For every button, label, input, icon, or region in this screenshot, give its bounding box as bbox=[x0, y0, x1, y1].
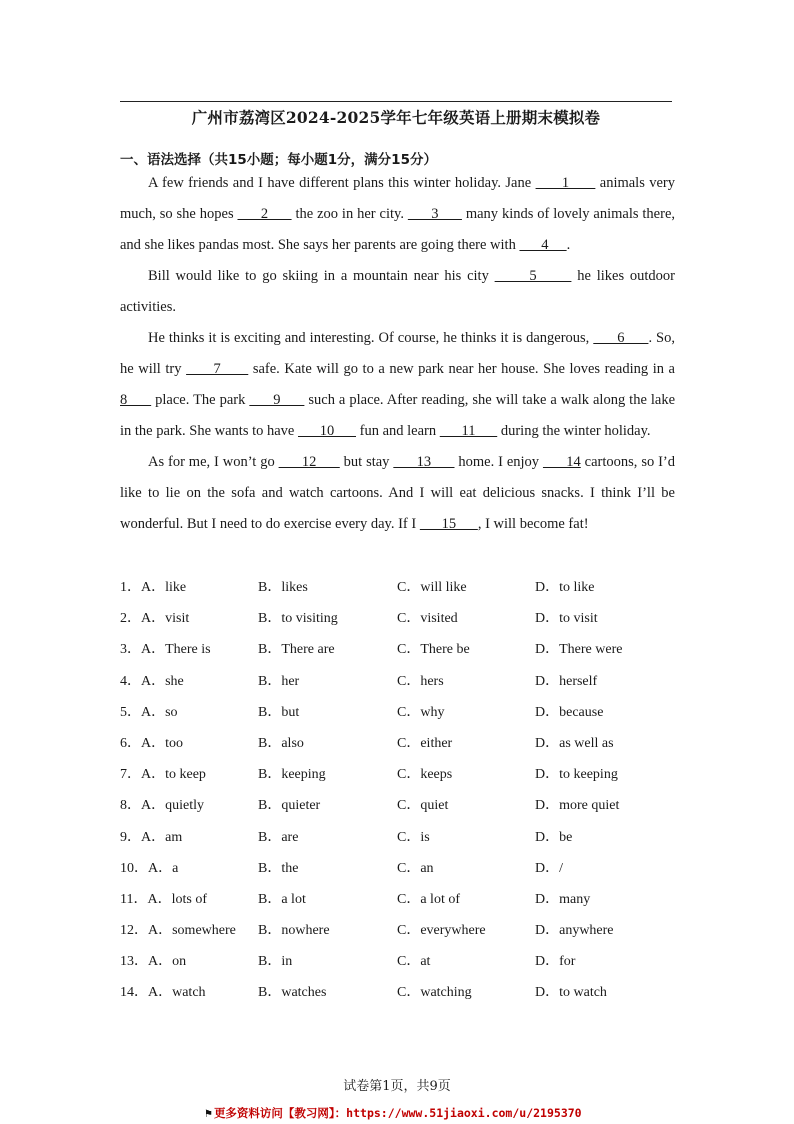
option-c: C．either bbox=[397, 735, 453, 751]
option-row bbox=[120, 822, 680, 853]
option-d: D．as well as bbox=[535, 735, 614, 751]
option-a: 14．A．watch bbox=[120, 985, 206, 1001]
option-b: B．also bbox=[258, 735, 304, 751]
answer-options bbox=[120, 572, 680, 1009]
blank-13: 13 bbox=[393, 454, 455, 470]
option-row bbox=[120, 977, 680, 1008]
option-b: B．quieter bbox=[258, 798, 321, 814]
blank-4: 4 bbox=[519, 237, 567, 253]
option-row bbox=[120, 946, 680, 977]
blank-8: 8 bbox=[120, 392, 152, 408]
option-d: D．to like bbox=[535, 580, 595, 595]
option-row bbox=[120, 728, 680, 759]
option-row bbox=[120, 697, 680, 728]
option-row bbox=[120, 572, 680, 603]
option-b: B．her bbox=[258, 673, 300, 689]
option-d: D．herself bbox=[535, 673, 598, 689]
option-a: 11．A．lots of bbox=[120, 891, 207, 907]
option-d: D．anywhere bbox=[535, 923, 614, 939]
option-c: C．watching bbox=[397, 985, 472, 1001]
option-a: 12．A．somewhere bbox=[120, 923, 236, 939]
option-d: D．to keeping bbox=[535, 767, 618, 783]
blank-3: 3 bbox=[407, 206, 462, 222]
option-c: C．visited bbox=[397, 611, 458, 627]
option-d: D．be bbox=[535, 829, 573, 845]
option-a: 6．A．too bbox=[120, 735, 183, 751]
option-c: C．an bbox=[397, 860, 434, 876]
option-b: B．keeping bbox=[258, 767, 326, 783]
option-a: 9．A．am bbox=[120, 829, 183, 845]
option-a: 1．A．like bbox=[120, 580, 187, 595]
option-c: C．everywhere bbox=[397, 923, 486, 939]
option-c: C．at bbox=[397, 954, 431, 970]
option-a: 10．A．a bbox=[120, 860, 179, 876]
option-d: D．There were bbox=[535, 642, 623, 658]
blank-10: 10 bbox=[298, 423, 356, 439]
option-b: B．watches bbox=[258, 985, 327, 1001]
option-b: B．but bbox=[258, 704, 300, 720]
option-b: B．likes bbox=[258, 580, 308, 595]
option-d: D．to visit bbox=[535, 611, 598, 627]
header-rule bbox=[120, 101, 672, 102]
promo-link[interactable] bbox=[205, 1105, 582, 1121]
option-row bbox=[120, 666, 680, 697]
passage-paragraph-4: As for me, I won’t go 12 but stay 13 home. I enjoy 14 cartoons, so I’d like to lie on the sofa and watch cartoons. And I will eat delicious snacks. I think I’ll be wonderful. But I need to do exercise every day. If I 15 , I will become fat! bbox=[120, 454, 676, 532]
option-a: 8．A．quietly bbox=[120, 798, 204, 814]
option-d: D．because bbox=[535, 704, 604, 720]
option-c: C．There be bbox=[397, 642, 470, 658]
option-a: 3．A．There is bbox=[120, 642, 211, 658]
option-c: C．is bbox=[397, 829, 430, 845]
option-b: B．to visiting bbox=[258, 611, 338, 627]
blank-7: 7 bbox=[186, 361, 249, 377]
option-b: B．are bbox=[258, 829, 299, 845]
blank-12: 12 bbox=[278, 454, 340, 470]
passage-paragraph-1: A few friends and I have different plans this winter holiday. Jane 1 animals very much, so she hopes 2 the zoo in her city. 3 many kinds of lovely animals there, and she likes pandas most. She says her parents are going there with 4 . bbox=[120, 175, 676, 253]
option-row bbox=[120, 759, 680, 790]
option-d: D．to watch bbox=[535, 985, 607, 1001]
option-c: C．a lot of bbox=[397, 891, 460, 907]
blank-1: 1 bbox=[535, 175, 596, 191]
option-row bbox=[120, 603, 680, 634]
blank-9: 9 bbox=[249, 392, 305, 408]
blank-6: 6 bbox=[593, 330, 649, 346]
option-d: D．more quiet bbox=[535, 798, 620, 814]
option-b: B．in bbox=[258, 954, 293, 970]
option-a: 5．A．so bbox=[120, 704, 178, 720]
blank-2: 2 bbox=[237, 206, 292, 222]
option-c: C．will like bbox=[397, 580, 467, 595]
option-b: B．There are bbox=[258, 642, 335, 658]
blank-15: 15 bbox=[419, 516, 478, 532]
option-row bbox=[120, 915, 680, 946]
option-d: D．for bbox=[535, 954, 576, 970]
option-b: B．nowhere bbox=[258, 923, 330, 939]
passage-paragraph-2: Bill would like to go skiing in a mountain near his city 5 he likes outdoor activities. bbox=[120, 268, 675, 315]
option-a: 13．A．on bbox=[120, 954, 187, 970]
option-b: B．the bbox=[258, 860, 299, 876]
option-d: D．/ bbox=[535, 860, 563, 876]
option-a: 4．A．she bbox=[120, 673, 184, 689]
option-a: 2．A．visit bbox=[120, 611, 190, 627]
option-a: 7．A．to keep bbox=[120, 767, 206, 783]
option-c: C．quiet bbox=[397, 798, 449, 814]
blank-11: 11 bbox=[439, 423, 498, 439]
blank-14: 14 bbox=[542, 454, 581, 470]
passage-paragraph-3: He thinks it is exciting and interesting. Of course, he thinks it is dangerous, 6 . So, he will try 7 safe. Kate will go to a new park near her house. She loves reading in a 8 place. The park 9 such a place. After reading, she will take a walk along the lake in the park. She wants to have 10 fun and learn 11 during the winter holiday. bbox=[120, 330, 676, 439]
option-c: C．why bbox=[397, 704, 445, 720]
blank-5: 5 bbox=[494, 268, 572, 284]
page-title: 广州市荔湾区2024-2025学年七年级英语上册期末模拟卷 bbox=[191, 108, 601, 127]
option-row bbox=[120, 884, 680, 915]
reading-passage bbox=[120, 168, 675, 540]
option-c: C．hers bbox=[397, 673, 444, 689]
option-b: B．a lot bbox=[258, 891, 306, 907]
flag-icon: ⚑ bbox=[205, 1106, 212, 1120]
option-c: C．keeps bbox=[397, 767, 453, 783]
page-footer: 试卷第1页，共9页 bbox=[343, 1079, 451, 1094]
promo-text: 更多资料访问【教习网】：https://www.51jiaoxi.com/u/2195370 bbox=[213, 1106, 582, 1120]
option-row bbox=[120, 790, 680, 821]
option-row bbox=[120, 853, 680, 884]
section-heading: 一、语法选择（共15小题；每小题1分，满分15分） bbox=[120, 152, 437, 168]
option-row bbox=[120, 634, 680, 665]
option-d: D．many bbox=[535, 891, 591, 907]
